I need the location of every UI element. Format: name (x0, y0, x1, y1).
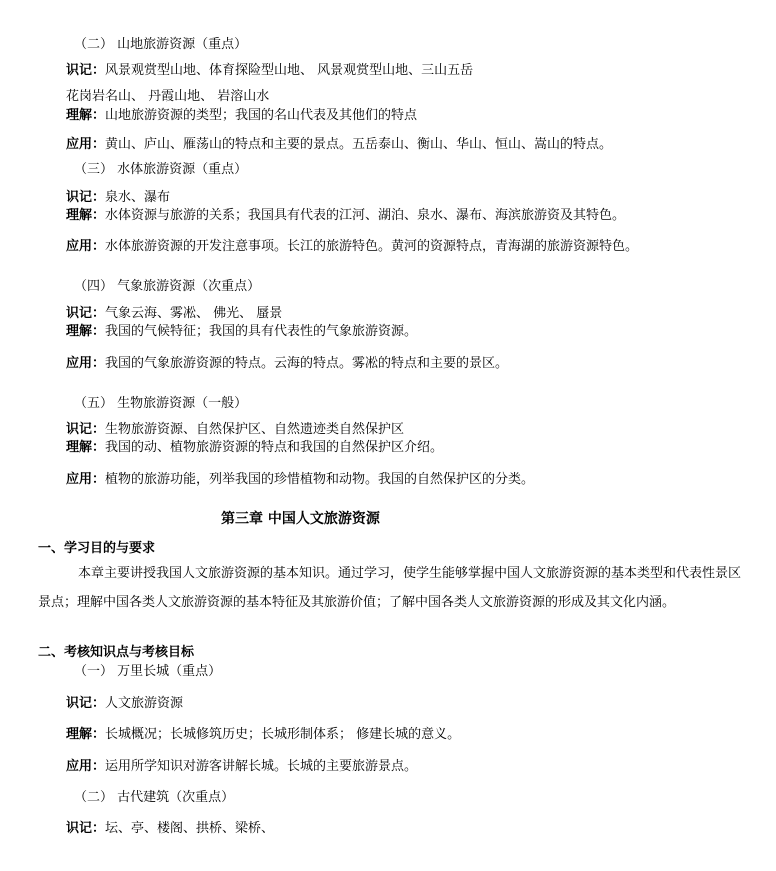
remember-cont-mountain: 花岗岩名山、 丹霞山地、 岩溶山水 (66, 89, 270, 104)
remember-label: 识记： (66, 422, 106, 437)
understand-label: 理解： (66, 440, 106, 455)
remember-label: 识记： (66, 696, 106, 711)
remember-label: 识记： (66, 63, 106, 78)
knowledge-heading: 二、考核知识点与考核目标 (38, 645, 195, 660)
apply-row-water (66, 239, 638, 255)
remember-text: 泉水、瀑布 (105, 190, 171, 205)
apply-label: 应用： (66, 239, 106, 254)
understand-text: 我国的气候特征；我国的具有代表性的气象旅游资源。 (105, 324, 418, 339)
understand-row-water (66, 208, 625, 224)
apply-text: 植物的旅游功能，列举我国的珍惜植物和动物。我国的自然保护区的分类。 (105, 472, 535, 487)
remember-row-bio (66, 422, 404, 438)
understand-row-weather (66, 324, 417, 340)
apply-text: 运用所学知识对游客讲解长城。长城的主要旅游景点。 (105, 759, 418, 774)
apply-row-weather (66, 356, 508, 372)
understand-row-mountain (66, 108, 417, 124)
remember-text: 气象云海、雾凇、 佛光、 蜃景 (105, 306, 283, 321)
apply-text: 水体旅游资源的开发注意事项。长江的旅游特色。黄河的资源特点，青海湖的旅游资源特色。 (105, 239, 639, 254)
remember-label: 识记： (66, 306, 106, 321)
apply-row-great-wall (66, 759, 417, 775)
remember-label: 识记： (66, 190, 106, 205)
apply-row-bio (66, 472, 534, 488)
understand-label: 理解： (66, 208, 106, 223)
remember-text: 风景观赏型山地、体育探险型山地、 风景观赏型山地、三山五岳 (105, 63, 474, 78)
section-heading-ancient-architecture: （二） 古代建筑（次重点） (74, 790, 235, 805)
apply-label: 应用： (66, 356, 106, 371)
remember-text: 人文旅游资源 (105, 696, 184, 711)
understand-text: 水体资源与旅游的关系；我国具有代表的江河、湖泊、泉水、瀑布、海滨旅游资及其特色。 (105, 208, 626, 223)
apply-row-mountain (66, 137, 612, 153)
apply-label: 应用： (66, 759, 106, 774)
apply-label: 应用： (66, 472, 106, 487)
remember-text: 生物旅游资源、自然保护区、自然遗迹类自然保护区 (105, 422, 405, 437)
section-heading-bio: （五） 生物旅游资源（一般） (74, 396, 248, 411)
understand-text: 山地旅游资源的类型；我国的名山代表及其他们的特点 (105, 108, 418, 123)
section-heading-weather: （四） 气象旅游资源（次重点） (74, 279, 261, 294)
remember-row-mountain (66, 63, 473, 79)
apply-label: 应用： (66, 137, 106, 152)
remember-row-weather (66, 306, 282, 322)
section-heading-water: （三） 水体旅游资源（重点） (74, 162, 248, 177)
understand-row-bio (66, 440, 443, 456)
understand-text: 长城概况；长城修筑历史；长城形制体系； 修建长城的意义。 (105, 727, 461, 742)
remember-row-water (66, 190, 170, 206)
remember-text: 坛、亭、楼阁、拱桥、梁桥、 (105, 821, 275, 836)
remember-row-great-wall (66, 696, 183, 712)
chapter-title: 第三章 中国人文旅游资源 (221, 511, 380, 527)
apply-text: 黄山、庐山、雁荡山的特点和主要的景点。五岳泰山、衡山、华山、恒山、嵩山的特点。 (105, 137, 613, 152)
understand-label: 理解： (66, 108, 106, 123)
understand-label: 理解： (66, 324, 106, 339)
remember-row-ancient-architecture (66, 821, 274, 837)
objectives-paragraph: 本章主要讲授我国人文旅游资源的基本知识。通过学习，使学生能够掌握中国人文旅游资源的基本类型和代表性景区景点；理解中国各类人文旅游资源的基本特征及其旅游价值；了解中国各类人文旅游资源的形成及其文化内涵。 (38, 566, 742, 610)
apply-text: 我国的气象旅游资源的特点。云海的特点。雾凇的特点和主要的景区。 (105, 356, 509, 371)
understand-label: 理解： (66, 727, 106, 742)
section-heading-mountain: （二） 山地旅游资源（重点） (74, 37, 248, 52)
understand-row-great-wall (66, 727, 460, 743)
objectives-heading: 一、学习目的与要求 (38, 541, 156, 556)
section-heading-great-wall: （一） 万里长城（重点） (74, 664, 222, 679)
understand-text: 我国的动、植物旅游资源的特点和我国的自然保护区介绍。 (105, 440, 444, 455)
remember-label: 识记： (66, 821, 106, 836)
